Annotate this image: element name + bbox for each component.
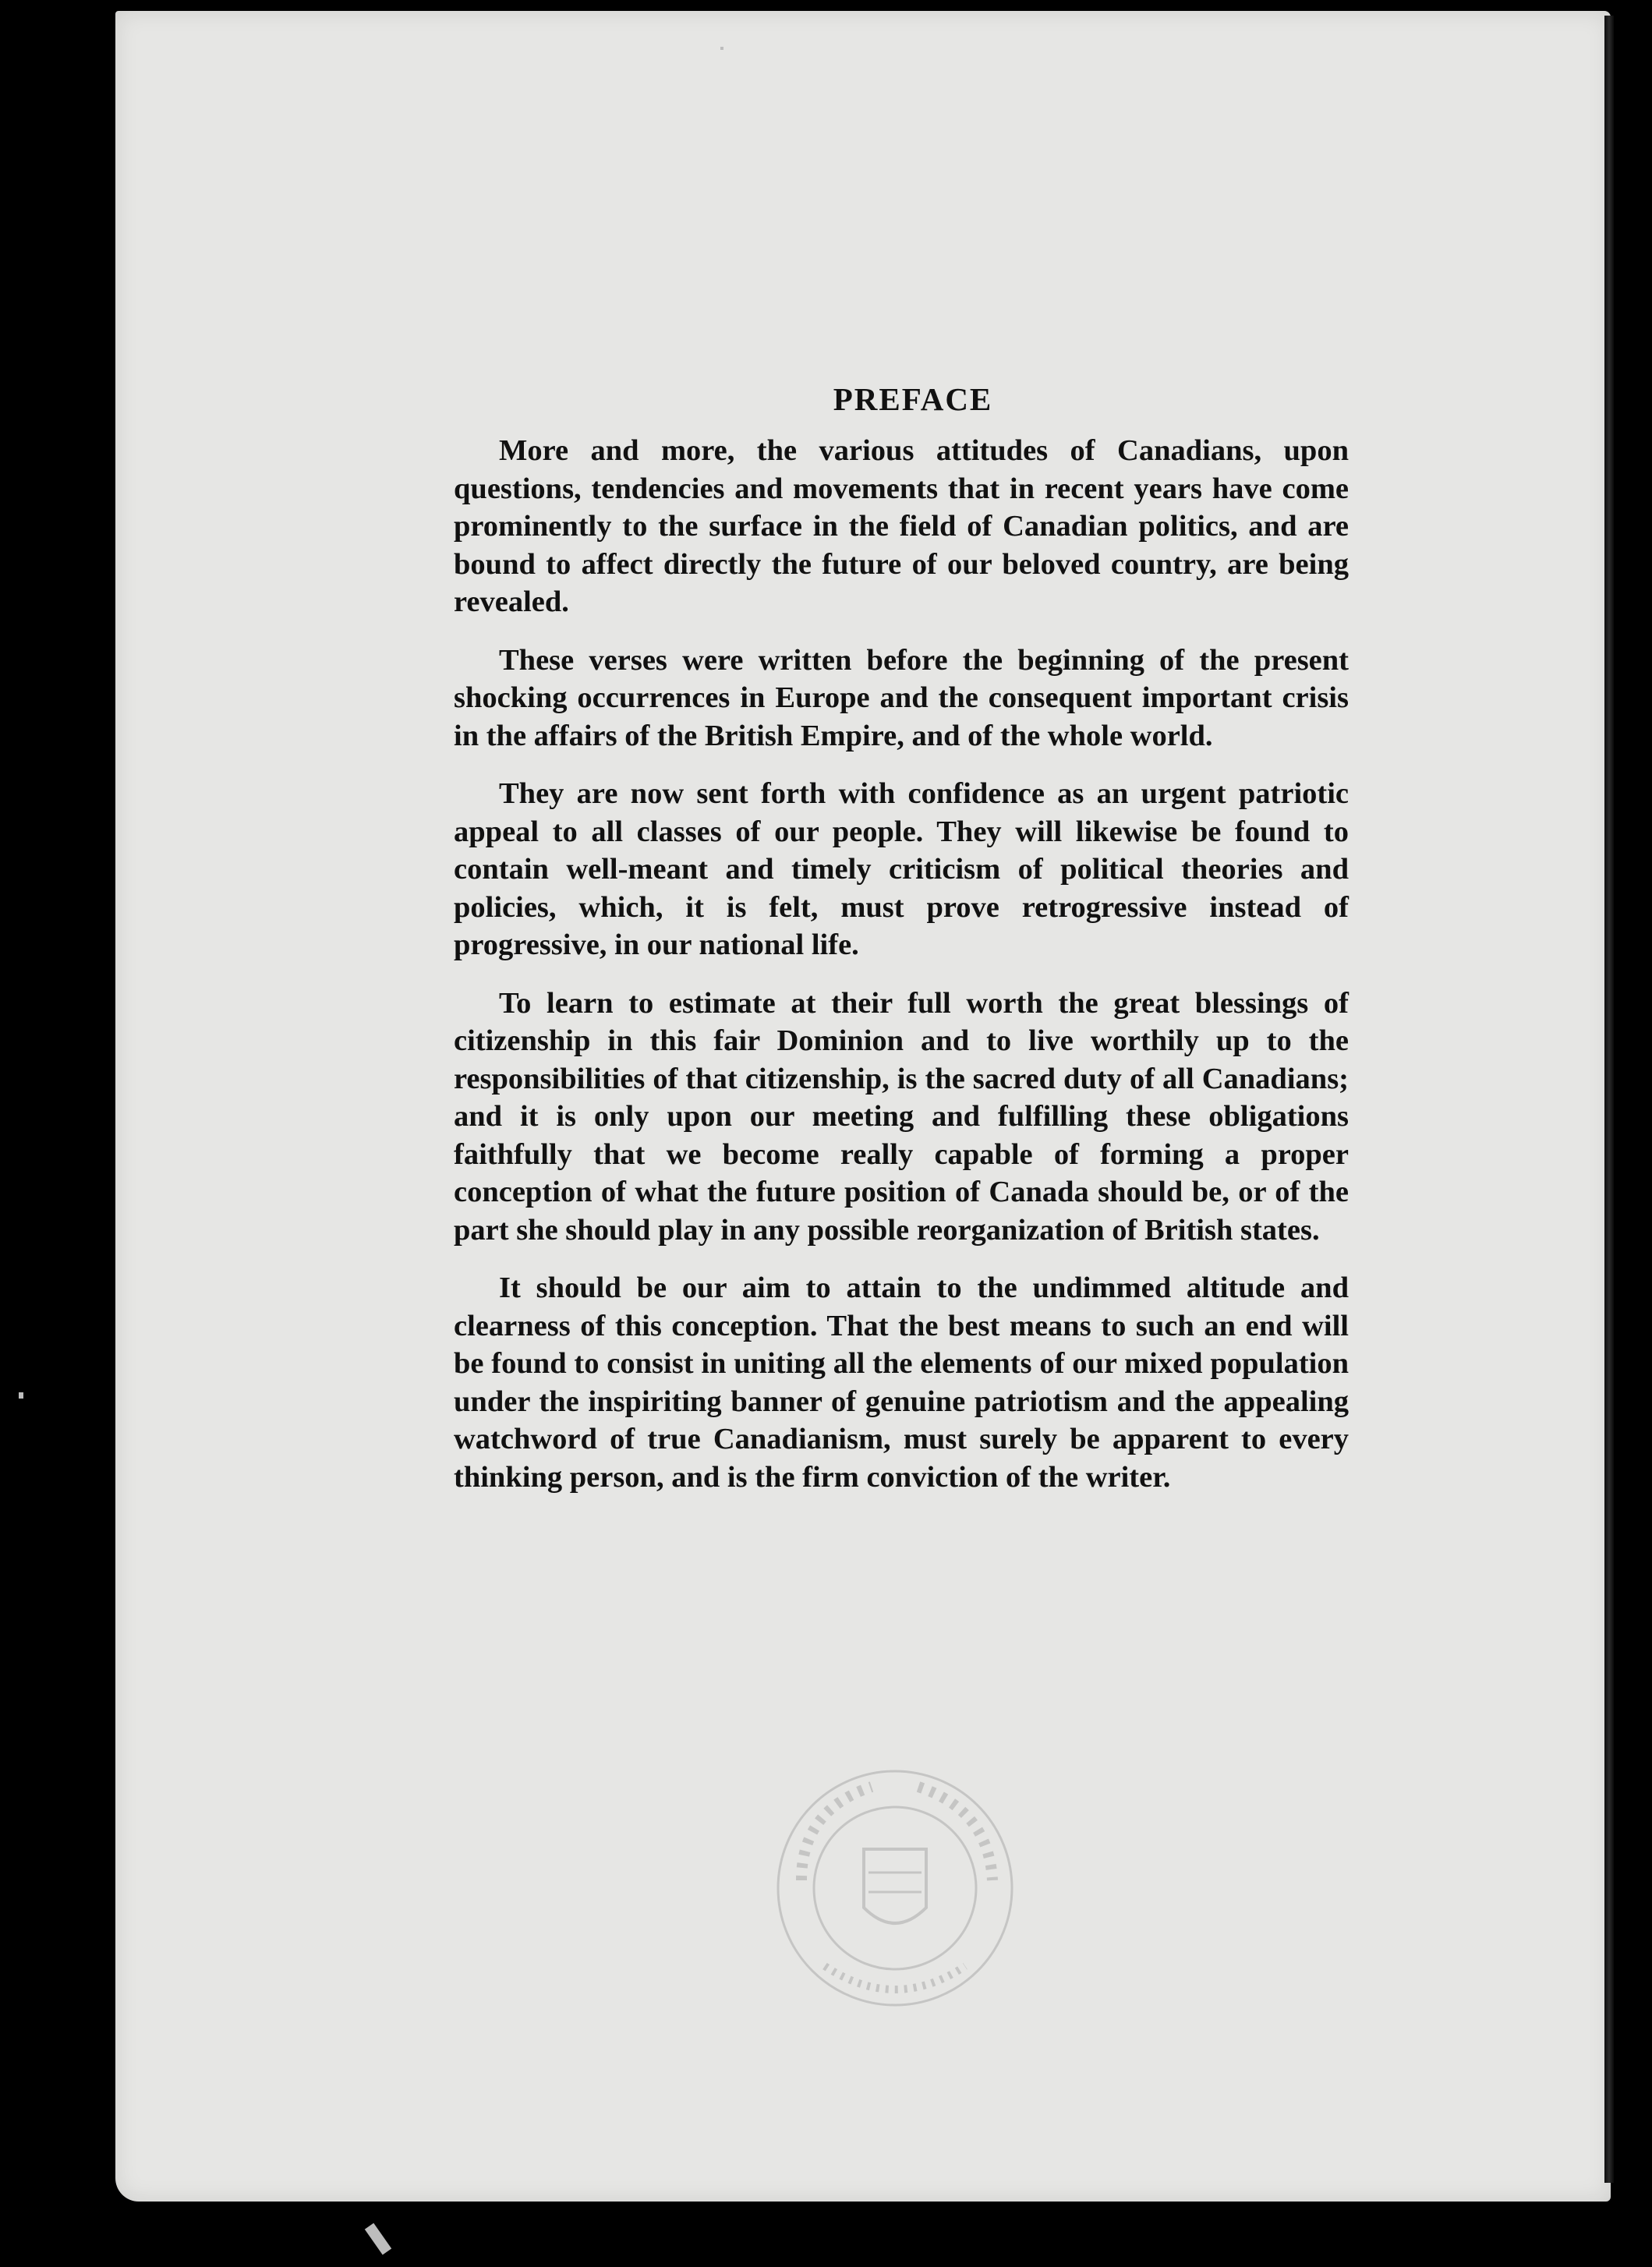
dust-speck xyxy=(720,47,723,50)
paragraph-2: These verses were written before the beginning of the present shocking occurrences in Europe and the consequent important crisis in the affairs of the British Empire, and of the whole world. xyxy=(454,643,1349,752)
preface-text xyxy=(454,380,1349,1516)
paragraph-4: To learn to estimate at their full worth the great blessings of citizenship in this fair Dominion and to live worthily up to the responsibilities of that citizenship, is the sacred duty of all Canadians; and it is only upon our meeting and fulfilling these obligations faithfully that we become really capable of forming a proper conception of what the future position of Canada should be, or of the part she should play in any possible reorganization of British states. xyxy=(454,986,1349,1247)
page-edge xyxy=(1604,16,1614,2183)
paragraph-5: It should be our aim to attain to the undimmed altitude and clearness of this conception. That the best means to such an end will be found to consist in uniting all the elements of our mixed population under the inspiriting banner of genuine patriotism and the appealing watchword of true Canadianism, must surely be apparent to every thinking person, and is the firm conviction of the writer. xyxy=(454,1271,1349,1494)
paragraph-3: They are now sent forth with confidence as an urgent patriotic appeal to all classes of our people. They will likewise be found to contain well-meant and timely criticism of political theories and policies, which, it is felt, must prove retrogressive instead of progressive, in our national life. xyxy=(454,777,1349,961)
paragraph-1: More and more, the various attitudes of Canadians, upon questions, tendencies and movements that in recent years have come prominently to the surface in the field of Canadian politics, and are bound to affect directly the future of our beloved country, are being revealed. xyxy=(454,434,1349,618)
page-title: PREFACE xyxy=(833,381,993,417)
dust-speck xyxy=(365,2223,391,2255)
dust-speck xyxy=(19,1392,23,1399)
library-stamp-icon xyxy=(770,1763,1020,2013)
